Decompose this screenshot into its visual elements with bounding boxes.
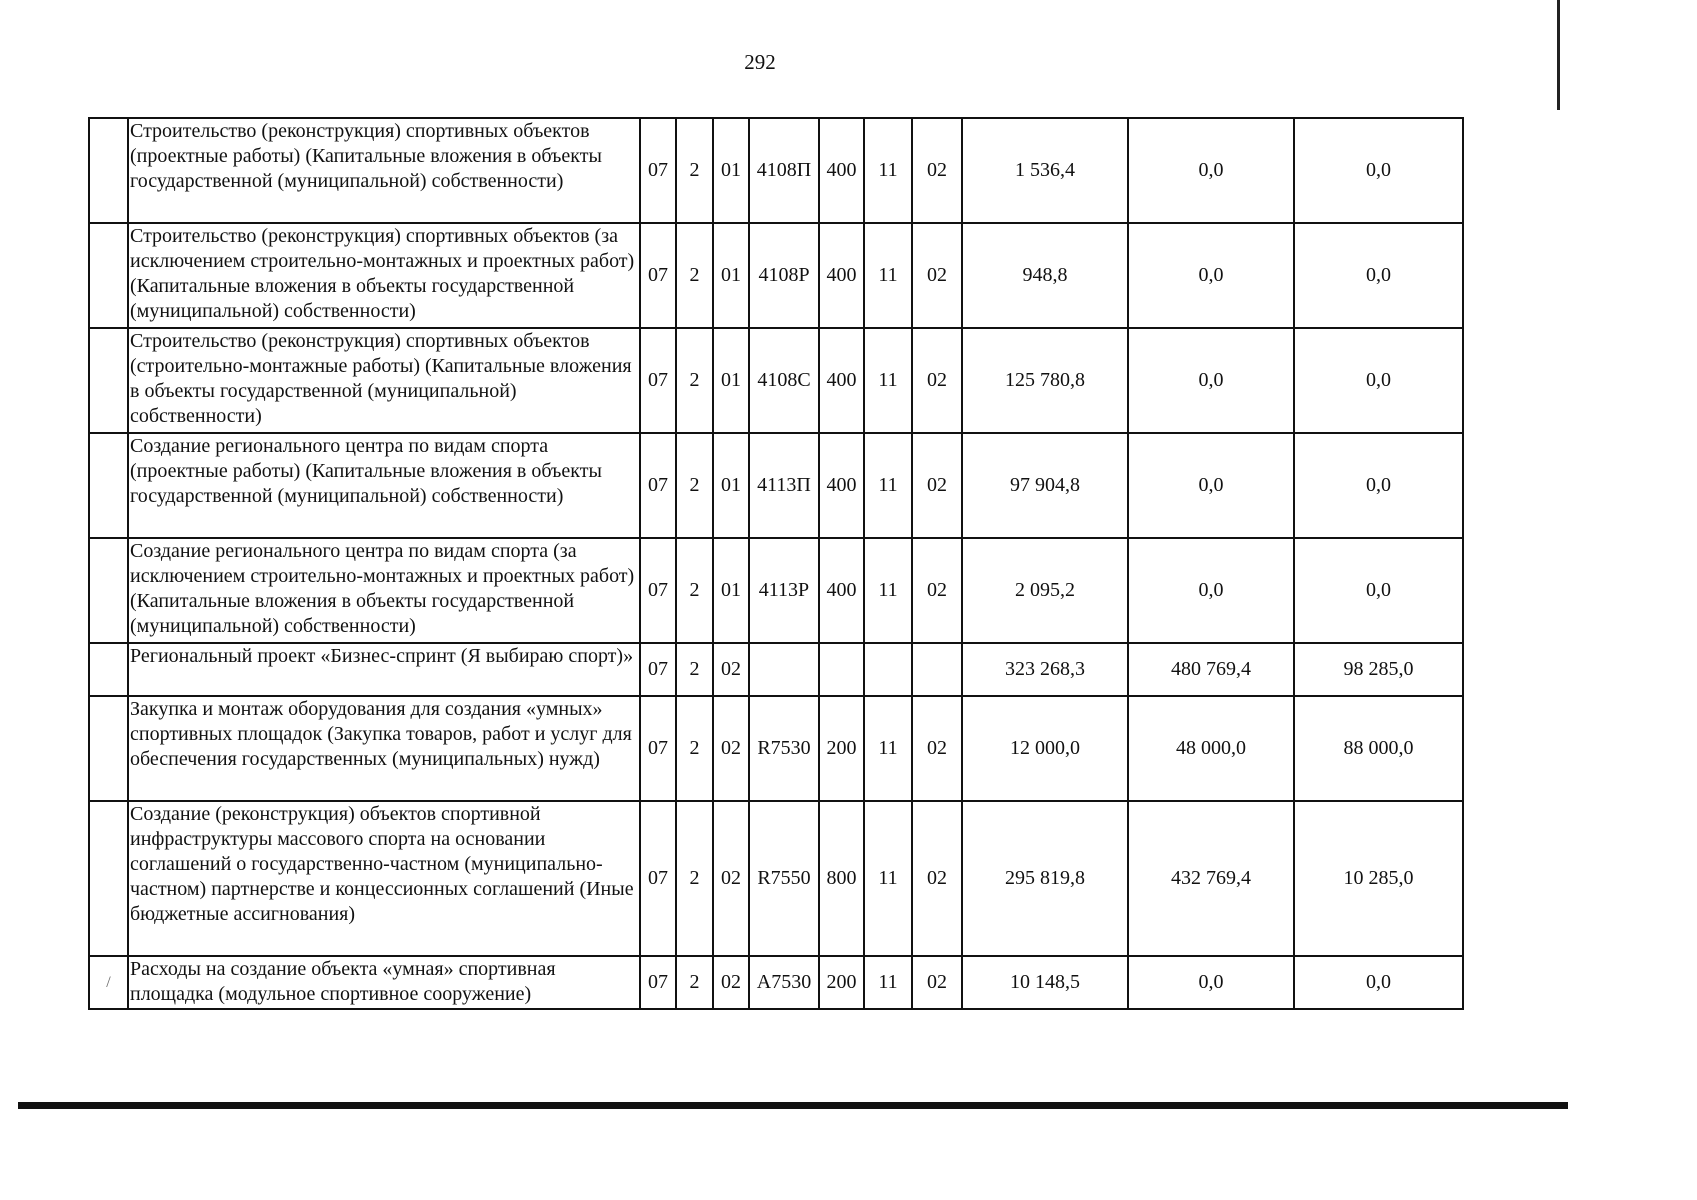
row-mark	[89, 538, 128, 643]
code-program: 2	[676, 328, 713, 433]
code-subdivision: 02	[912, 538, 962, 643]
row-mark: /	[89, 956, 128, 1009]
code-division: 11	[864, 538, 912, 643]
amount-year-3: 0,0	[1294, 433, 1463, 538]
row-mark	[89, 433, 128, 538]
expense-name: Создание регионального центра по видам спорта (проектные работы) (Капитальные вложения в объекты государственной (муниципальной) собственности)	[128, 433, 640, 538]
row-mark	[89, 223, 128, 328]
code-division: 11	[864, 223, 912, 328]
amount-year-3: 88 000,0	[1294, 696, 1463, 801]
expense-name: Расходы на создание объекта «умная» спортивная площадка (модульное спортивное сооружение)	[128, 956, 640, 1009]
table-row	[89, 956, 1463, 1009]
code-expense-type: 400	[819, 223, 864, 328]
table-row	[89, 696, 1463, 801]
amount-year-2: 48 000,0	[1128, 696, 1294, 801]
row-mark	[89, 643, 128, 696]
code-expense-type: 400	[819, 433, 864, 538]
code-division: 11	[864, 956, 912, 1009]
amount-year-3: 0,0	[1294, 328, 1463, 433]
code-program: 2	[676, 223, 713, 328]
code-section: 07	[640, 696, 676, 801]
amount-year-3: 0,0	[1294, 538, 1463, 643]
code-section: 07	[640, 643, 676, 696]
code-target: 4108Р	[749, 223, 819, 328]
code-expense-type	[819, 643, 864, 696]
code-expense-type: 400	[819, 118, 864, 223]
amount-year-2: 432 769,4	[1128, 801, 1294, 956]
code-division	[864, 643, 912, 696]
code-subdivision: 02	[912, 801, 962, 956]
code-program: 2	[676, 643, 713, 696]
code-section: 07	[640, 538, 676, 643]
bottom-scan-edge	[18, 1102, 1568, 1109]
code-section: 07	[640, 801, 676, 956]
code-target: R7550	[749, 801, 819, 956]
amount-year-1: 948,8	[962, 223, 1128, 328]
code-division: 11	[864, 328, 912, 433]
code-program: 2	[676, 118, 713, 223]
code-division: 11	[864, 801, 912, 956]
code-expense-type: 400	[819, 538, 864, 643]
amount-year-2: 0,0	[1128, 538, 1294, 643]
expense-name: Закупка и монтаж оборудования для создания «умных» спортивных площадок (Закупка товаров, работ и услуг для обеспечения государственных (муниципальных) нужд)	[128, 696, 640, 801]
code-target: 4113П	[749, 433, 819, 538]
amount-year-2: 0,0	[1128, 433, 1294, 538]
amount-year-1: 12 000,0	[962, 696, 1128, 801]
amount-year-1: 295 819,8	[962, 801, 1128, 956]
code-subprogram: 01	[713, 328, 749, 433]
amount-year-2: 0,0	[1128, 118, 1294, 223]
code-subprogram: 02	[713, 956, 749, 1009]
code-program: 2	[676, 956, 713, 1009]
amount-year-1: 2 095,2	[962, 538, 1128, 643]
code-section: 07	[640, 433, 676, 538]
code-target: 4108П	[749, 118, 819, 223]
code-section: 07	[640, 956, 676, 1009]
code-division: 11	[864, 433, 912, 538]
amount-year-3: 0,0	[1294, 956, 1463, 1009]
row-mark	[89, 696, 128, 801]
code-section: 07	[640, 328, 676, 433]
code-subdivision: 02	[912, 956, 962, 1009]
budget-table	[88, 117, 1464, 1010]
code-subdivision: 02	[912, 118, 962, 223]
code-target: R7530	[749, 696, 819, 801]
code-subdivision: 02	[912, 223, 962, 328]
code-subprogram: 02	[713, 696, 749, 801]
code-expense-type: 800	[819, 801, 864, 956]
code-subprogram: 02	[713, 643, 749, 696]
code-expense-type: 200	[819, 696, 864, 801]
row-mark	[89, 328, 128, 433]
amount-year-1: 323 268,3	[962, 643, 1128, 696]
code-program: 2	[676, 538, 713, 643]
code-program: 2	[676, 696, 713, 801]
code-subdivision: 02	[912, 328, 962, 433]
code-target	[749, 643, 819, 696]
code-target: 4108С	[749, 328, 819, 433]
table-row	[89, 801, 1463, 956]
code-subdivision: 02	[912, 696, 962, 801]
table-row	[89, 118, 1463, 223]
table-row	[89, 538, 1463, 643]
amount-year-2: 0,0	[1128, 223, 1294, 328]
amount-year-3: 0,0	[1294, 118, 1463, 223]
code-subdivision: 02	[912, 433, 962, 538]
expense-name: Строительство (реконструкция) спортивных объектов (строительно-монтажные работы) (Капитальные вложения в объекты государственной (муниципальной) собственности)	[128, 328, 640, 433]
code-section: 07	[640, 223, 676, 328]
amount-year-3: 98 285,0	[1294, 643, 1463, 696]
page-number: 292	[744, 50, 776, 74]
code-section: 07	[640, 118, 676, 223]
code-subprogram: 01	[713, 538, 749, 643]
amount-year-2: 0,0	[1128, 956, 1294, 1009]
code-target: А7530	[749, 956, 819, 1009]
code-subprogram: 01	[713, 433, 749, 538]
amount-year-2: 0,0	[1128, 328, 1294, 433]
amount-year-1: 10 148,5	[962, 956, 1128, 1009]
code-subdivision	[912, 643, 962, 696]
table-row	[89, 223, 1463, 328]
code-target: 4113Р	[749, 538, 819, 643]
expense-name: Создание регионального центра по видам спорта (за исключением строительно-монтажных и проектных работ) (Капитальные вложения в объекты государственной (муниципальной) собственности)	[128, 538, 640, 643]
expense-name: Строительство (реконструкция) спортивных объектов (за исключением строительно-монтажных и проектных работ) (Капитальные вложения в объекты государственной (муниципальной) собственности)	[128, 223, 640, 328]
expense-name: Строительство (реконструкция) спортивных объектов (проектные работы) (Капитальные вложения в объекты государственной (муниципальной) собственности)	[128, 118, 640, 223]
code-program: 2	[676, 433, 713, 538]
amount-year-3: 0,0	[1294, 223, 1463, 328]
table-row	[89, 643, 1463, 696]
code-subprogram: 01	[713, 118, 749, 223]
code-division: 11	[864, 696, 912, 801]
amount-year-3: 10 285,0	[1294, 801, 1463, 956]
right-scan-edge	[1557, 0, 1560, 110]
code-expense-type: 400	[819, 328, 864, 433]
amount-year-1: 1 536,4	[962, 118, 1128, 223]
amount-year-1: 97 904,8	[962, 433, 1128, 538]
code-program: 2	[676, 801, 713, 956]
expense-name: Региональный проект «Бизнес-спринт (Я выбираю спорт)»	[128, 643, 640, 696]
amount-year-1: 125 780,8	[962, 328, 1128, 433]
code-division: 11	[864, 118, 912, 223]
table-row	[89, 328, 1463, 433]
row-mark	[89, 801, 128, 956]
row-mark	[89, 118, 128, 223]
amount-year-2: 480 769,4	[1128, 643, 1294, 696]
code-subprogram: 02	[713, 801, 749, 956]
code-subprogram: 01	[713, 223, 749, 328]
code-expense-type: 200	[819, 956, 864, 1009]
expense-name: Создание (реконструкция) объектов спортивной инфраструктуры массового спорта на основании соглашений о государственно-частном (муниципально-частном) партнерстве и концессионных соглашений (Иные бюджетные ассигнования)	[128, 801, 640, 956]
table-row	[89, 433, 1463, 538]
